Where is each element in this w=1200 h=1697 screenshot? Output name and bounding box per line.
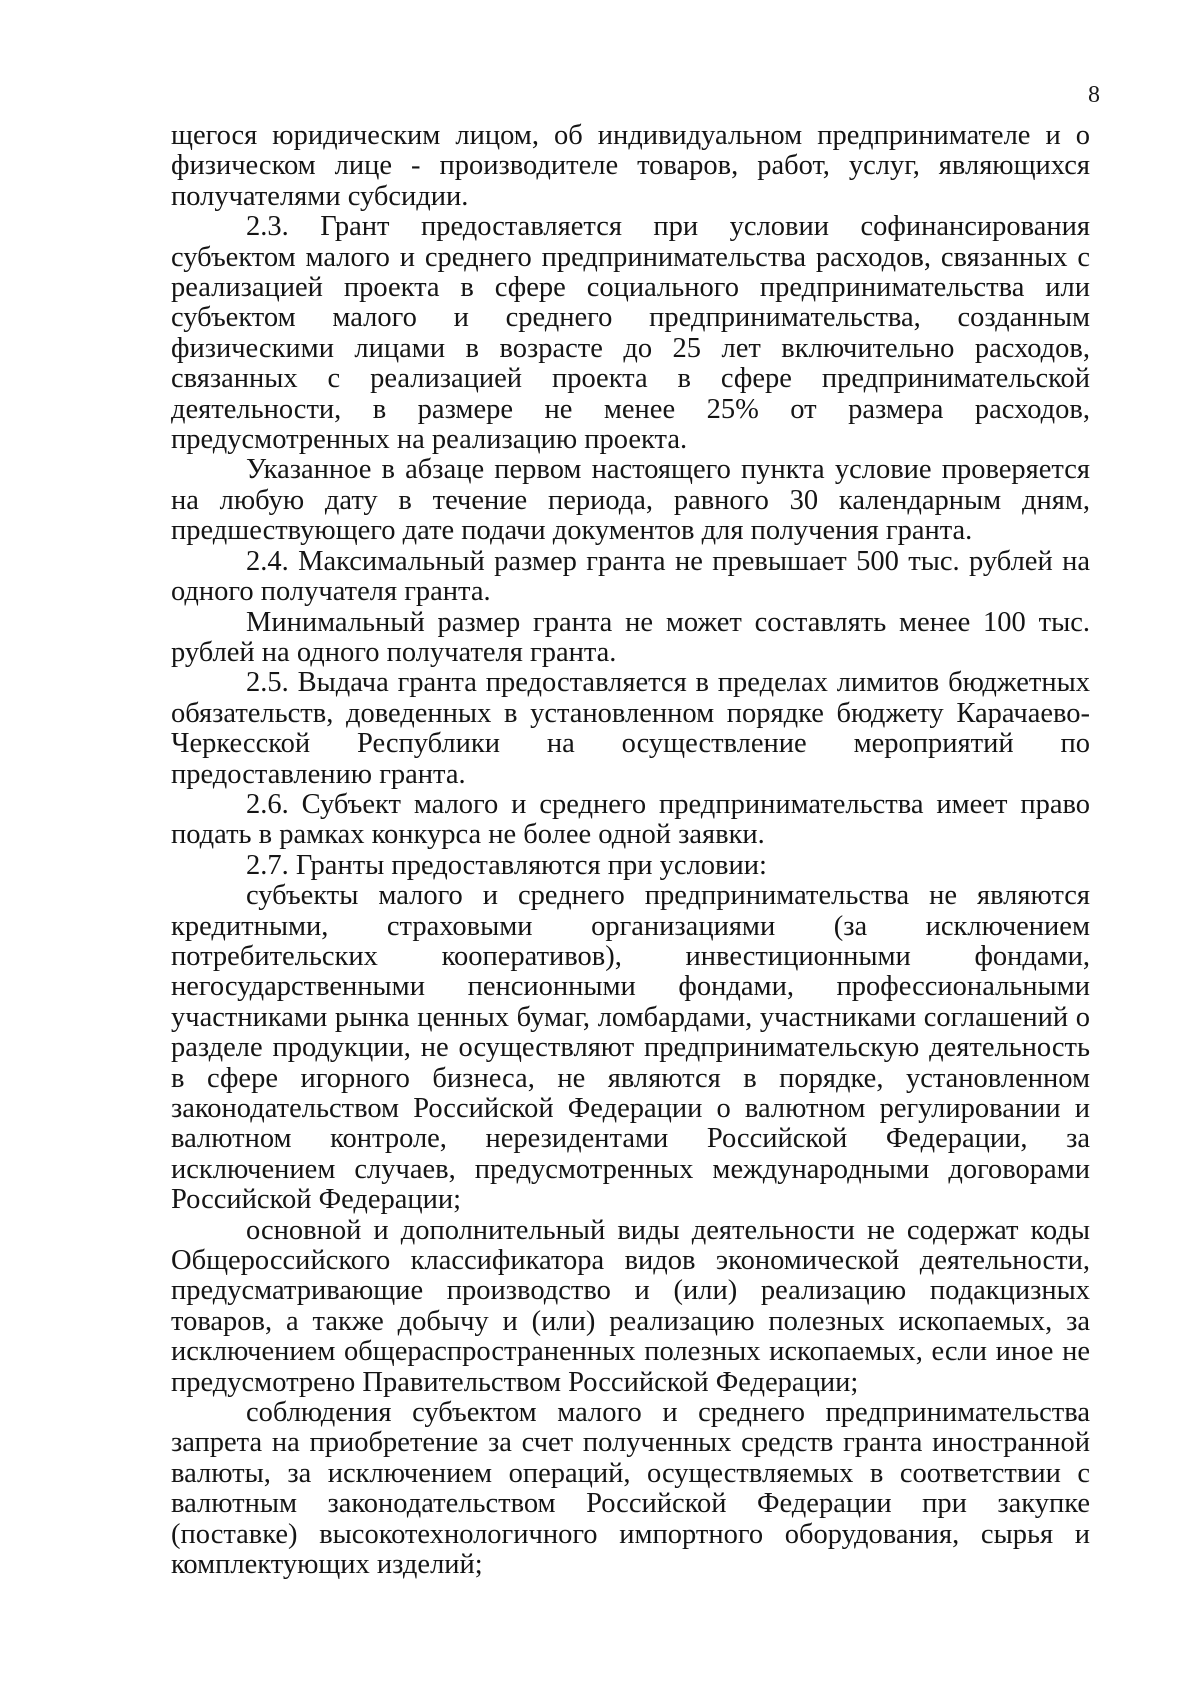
paragraph-2-3: 2.3. Грант предоставляется при условии софинансирования субъектом малого и среднего предпринимательства расходов, связанных с реализацией проекта в сфере социального предпринимательства или субъектом малого и среднего предпринимательства, созданным физическими лицами в возрасте до 25 лет включительно расходов, связанных с реализацией проекта в сфере предпринимательской деятельности, в размере не менее 25% от размера расходов, предусмотренных на реализацию проекта. <box>171 211 1090 456</box>
paragraph-2-5: 2.5. Выдача гранта предоставляется в пределах лимитов бюджетных обязательств, доведенных в установленном порядке бюджету Карачаево-Черкесской Республики на осуществление мероприятий по предоставлению гранта. <box>171 667 1090 790</box>
document-body <box>171 121 1090 1581</box>
paragraph-2-7: 2.7. Гранты предоставляются при условии: <box>246 849 767 881</box>
paragraph-2-7-condition-2: основной и дополнительный виды деятельности не содержат коды Общероссийского классификатора видов экономической деятельности, предусматривающие производство и (или) реализацию подакцизных товаров, а также добычу и (или) реализацию полезных ископаемых, за исключением общераспространенных полезных ископаемых, если иное не предусмотрено Правительством Российской Федерации; <box>171 1214 1090 1398</box>
paragraph-continuation: щегося юридическим лицом, об индивидуальном предпринимателе и о физическом лице - производителе товаров, работ, услуг, являющихся получателями субсидии. <box>171 120 1090 212</box>
paragraph-2-7-condition-3: соблюдения субъектом малого и среднего предпринимательства запрета на приобретение за счет полученных средств гранта иностранной валюты, за исключением операций, осуществляемых в соответствии с валютным законодательством Российской Федерации при закупке (поставке) высокотехнологичного импортного оборудования, сырья и комплектующих изделий; <box>171 1397 1090 1581</box>
paragraph-2-6: 2.6. Субъект малого и среднего предпринимательства имеет право подать в рамках конкурса не более одной заявки. <box>171 788 1090 851</box>
paragraph-2-4: 2.4. Максимальный размер гранта не превышает 500 тыс. рублей на одного получателя гранта. <box>171 545 1090 608</box>
paragraph-2-7-condition-1: субъекты малого и среднего предпринимательства не являются кредитными, страховыми организациями (за исключением потребительских кооперативов), инвестиционными фондами, негосударственными пенсионными фондами, профессиональными участниками рынка ценных бумаг, ломбардами, участниками соглашений о разделе продукции, не осуществляют предпринимательскую деятельность в сфере игорного бизнеса, не являются в порядке, установленном законодательством Российской Федерации о валютном регулировании и валютном контроле, нерезидентами Российской Федерации, за исключением случаев, предусмотренных международными договорами Российской Федерации; <box>171 880 1090 1216</box>
paragraph-2-3-condition: Указанное в абзаце первом настоящего пункта условие проверяется на любую дату в течение периода, равного 30 календарным дням, предшествующего дате подачи документов для получения гранта. <box>171 454 1090 547</box>
page-number: 8 <box>1088 82 1100 108</box>
paragraph-2-4-minimum: Минимальный размер гранта не может составлять менее 100 тыс. рублей на одного получателя гранта. <box>171 606 1090 668</box>
